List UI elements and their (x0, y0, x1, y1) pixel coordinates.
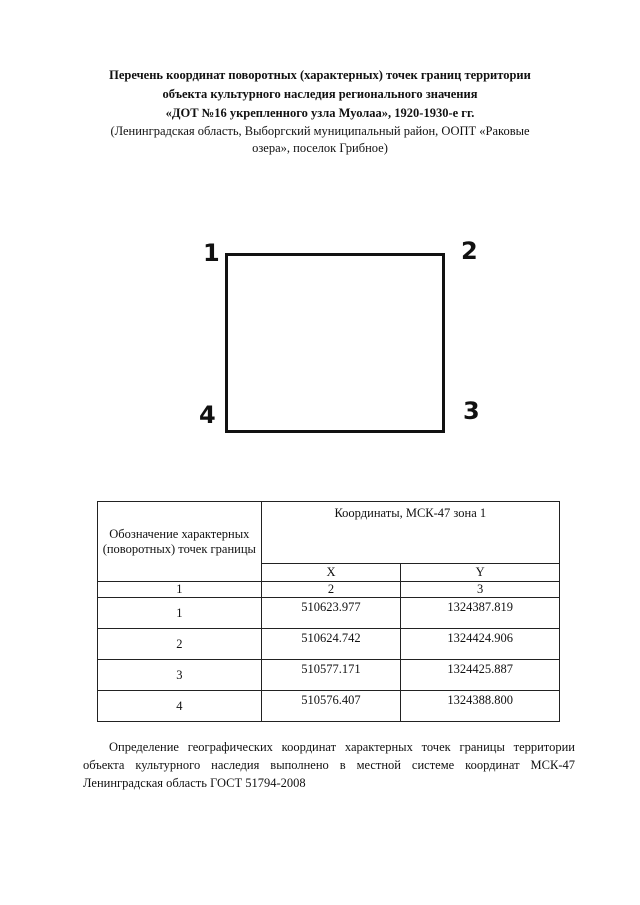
table-row (98, 629, 560, 660)
coordinates-table (97, 501, 560, 722)
y-cell: 1324388.800 (401, 691, 560, 722)
title-line-5: озера», поселок Грибное) (252, 141, 388, 155)
y-cell: 1324424.906 (401, 629, 560, 660)
x-cell: 510577.171 (261, 660, 401, 691)
point-label-3: 3 (463, 397, 480, 425)
header-designation: Обозначение характерных (поворотных) точек границы (98, 502, 262, 582)
title-line-3: «ДОТ №16 укрепленного узла Муолаа», 1920-1930-е гг. (165, 106, 475, 120)
point-cell: 2 (98, 629, 262, 660)
header-y: Y (401, 564, 560, 582)
y-cell: 1324387.819 (401, 598, 560, 629)
table-row (98, 660, 560, 691)
header-x: X (261, 564, 401, 582)
y-cell: 1324425.887 (401, 660, 560, 691)
column-number: 3 (401, 582, 560, 598)
point-label-1: 1 (203, 239, 220, 267)
column-number: 2 (261, 582, 401, 598)
footer-text: Определение географических координат характерных точек границы территории объекта культурного наследия выполнено в местной системе координат МСК-47 Ленинградская область ГОСТ 51794-2008 (83, 740, 575, 790)
x-cell: 510623.977 (261, 598, 401, 629)
x-cell: 510624.742 (261, 629, 401, 660)
point-cell: 3 (98, 660, 262, 691)
footer-paragraph (83, 738, 575, 792)
point-cell: 4 (98, 691, 262, 722)
point-cell: 1 (98, 598, 262, 629)
point-label-4: 4 (199, 401, 216, 429)
title-line-2: объекта культурного наследия регионального значения (162, 87, 478, 101)
x-cell: 510576.407 (261, 691, 401, 722)
header-coordinates: Координаты, МСК-47 зона 1 (261, 502, 559, 564)
boundary-plan (195, 233, 485, 443)
column-number: 1 (98, 582, 262, 598)
point-label-2: 2 (461, 237, 478, 265)
table-row (98, 598, 560, 629)
title-line-1: Перечень координат поворотных (характерных) точек границ территории (109, 68, 531, 82)
title-line-4: (Ленинградская область, Выборгский муниципальный район, ООПТ «Раковые (110, 124, 530, 138)
document-title (70, 66, 570, 157)
boundary-rectangle (225, 253, 445, 433)
table-row (98, 691, 560, 722)
